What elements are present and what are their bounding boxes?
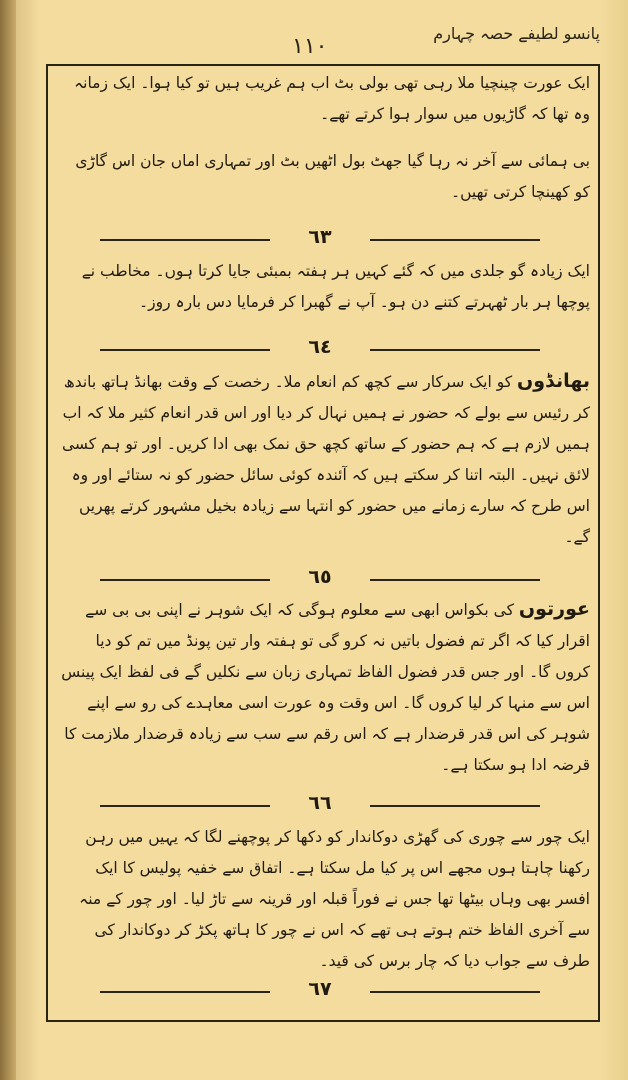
- separator-line: [370, 349, 540, 351]
- separator-line: [100, 805, 270, 807]
- paragraph-3: ایک زیادہ گو جلدی میں کہ گئے کہیں ہر ہفتہ بمبئی جایا کرتا ہوں۔ مخاطب نے پوچھا ہر بار ٹھہرتے کتنے دن ہو۔ آپ نے گھبرا کر فرمایا دس بارہ روز۔: [81, 262, 590, 311]
- paragraph-2: بی ہمائی سے آخر نہ رہا گیا جھٹ بول اٹھیں بٹ اور تمہاری اماں جان اس گاڑی کو کھینچا کرتی تھیں۔: [75, 152, 590, 201]
- paragraph-lead-word: عورتوں: [518, 598, 590, 620]
- separator-line: [370, 579, 540, 581]
- joke-separator-64: [100, 336, 540, 362]
- book-spine: [0, 0, 16, 1080]
- separator-line: [100, 349, 270, 351]
- separator-line: [100, 991, 270, 993]
- paragraph-lead-word: بھانڈوں: [517, 370, 590, 392]
- separator-line: [370, 805, 540, 807]
- joke-separator-67: [100, 978, 540, 1004]
- separator-line: [100, 239, 270, 241]
- joke-separator-66: [100, 792, 540, 818]
- paragraph-body: کو ایک سرکار سے کچھ کم انعام ملا۔ رخصت کے وقت بھانڈ ہاتھ باندھ کر رئیس سے بولے کہ حضور نے ہمیں نہال کر دیا اور اس قدر انعام کثیر ملا کہ اب ہمیں لازم ہے کہ ہم حضور کے ساتھ کچھ حق نمک بھی ادا کریں۔ اور تو ہم کسی لائق نہیں۔ البتہ اتنا کر سکتے ہیں کہ آئندہ کوئی سائل حضور کو نہ ستائے اور وہ اس طرح کہ سارے زمانے میں حضور کو انتہا سے زیادہ بخیل مشہور کرتے پھریں گے۔: [62, 373, 590, 546]
- joke-separator-63: [100, 226, 540, 252]
- paragraph-1: ایک عورت چینچیا ملا رہی تھی بولی بٹ اب ہم غریب ہیں تو کیا ہوا۔ ایک زمانہ وہ تھا کہ گاڑیوں میں سوار ہوا کرتے تھے۔: [74, 74, 590, 123]
- joke-separator-65: [100, 566, 540, 592]
- joke-number: ٦٥: [308, 566, 332, 588]
- paragraph-6: ایک چور سے چوری کی گھڑی دوکاندار کو دکھا کر پوچھنے لگا کہ یہیں میں رہن رکھنا چاہتا ہوں مجھے اس پر کیا مل سکتا ہے۔ اتفاق سے خفیہ پولیس کا ایک افسر بھی وہاں بیٹھا تھا جس نے فوراً قبلہ اور قرینہ سے تاڑ لیا۔ اور چور کے منہ سے آخری الفاظ ختم ہوتے ہی تھے کہ اس نے چور کا ہاتھ پکڑ کر دوکاندار کی طرف سے جواب دیا کہ چار برس کی قید۔: [79, 828, 590, 970]
- joke-number: ٦٦: [308, 792, 332, 814]
- joke-number: ٦٧: [308, 978, 332, 1000]
- separator-line: [370, 991, 540, 993]
- paragraph-4: [60, 366, 590, 553]
- paragraph-body: کی بکواس ابھی سے معلوم ہوگی کہ ایک شوہر نے اپنی بی بی سے اقرار کیا کہ اگر تم فضول باتیں نہ کرو گی تو ہفتہ وار تین پونڈ میں تم کو دیا کروں گا۔ اور جس قدر فضول الفاظ تمہاری زبان سے نکلیں گے فی لفظ ایک پینس اس سے منہا کر لیا کروں گا۔ اس وقت وہ عورت اسی معاہدے کی رو سے اپنے شوہر کی اس قدر قرضدار ہے کہ اس رقم سے سب سے زیادہ قرضدار ملازمت کا قرضہ ادا ہو سکتا ہے۔: [61, 601, 590, 774]
- paragraph-5: [60, 594, 590, 781]
- joke-number: ٦٤: [308, 336, 332, 358]
- book-title: پانسو لطیفے حصہ چہارم: [433, 24, 600, 43]
- page-number: ١١٠: [292, 34, 328, 59]
- separator-line: [100, 579, 270, 581]
- separator-line: [370, 239, 540, 241]
- joke-number: ٦٣: [308, 226, 332, 248]
